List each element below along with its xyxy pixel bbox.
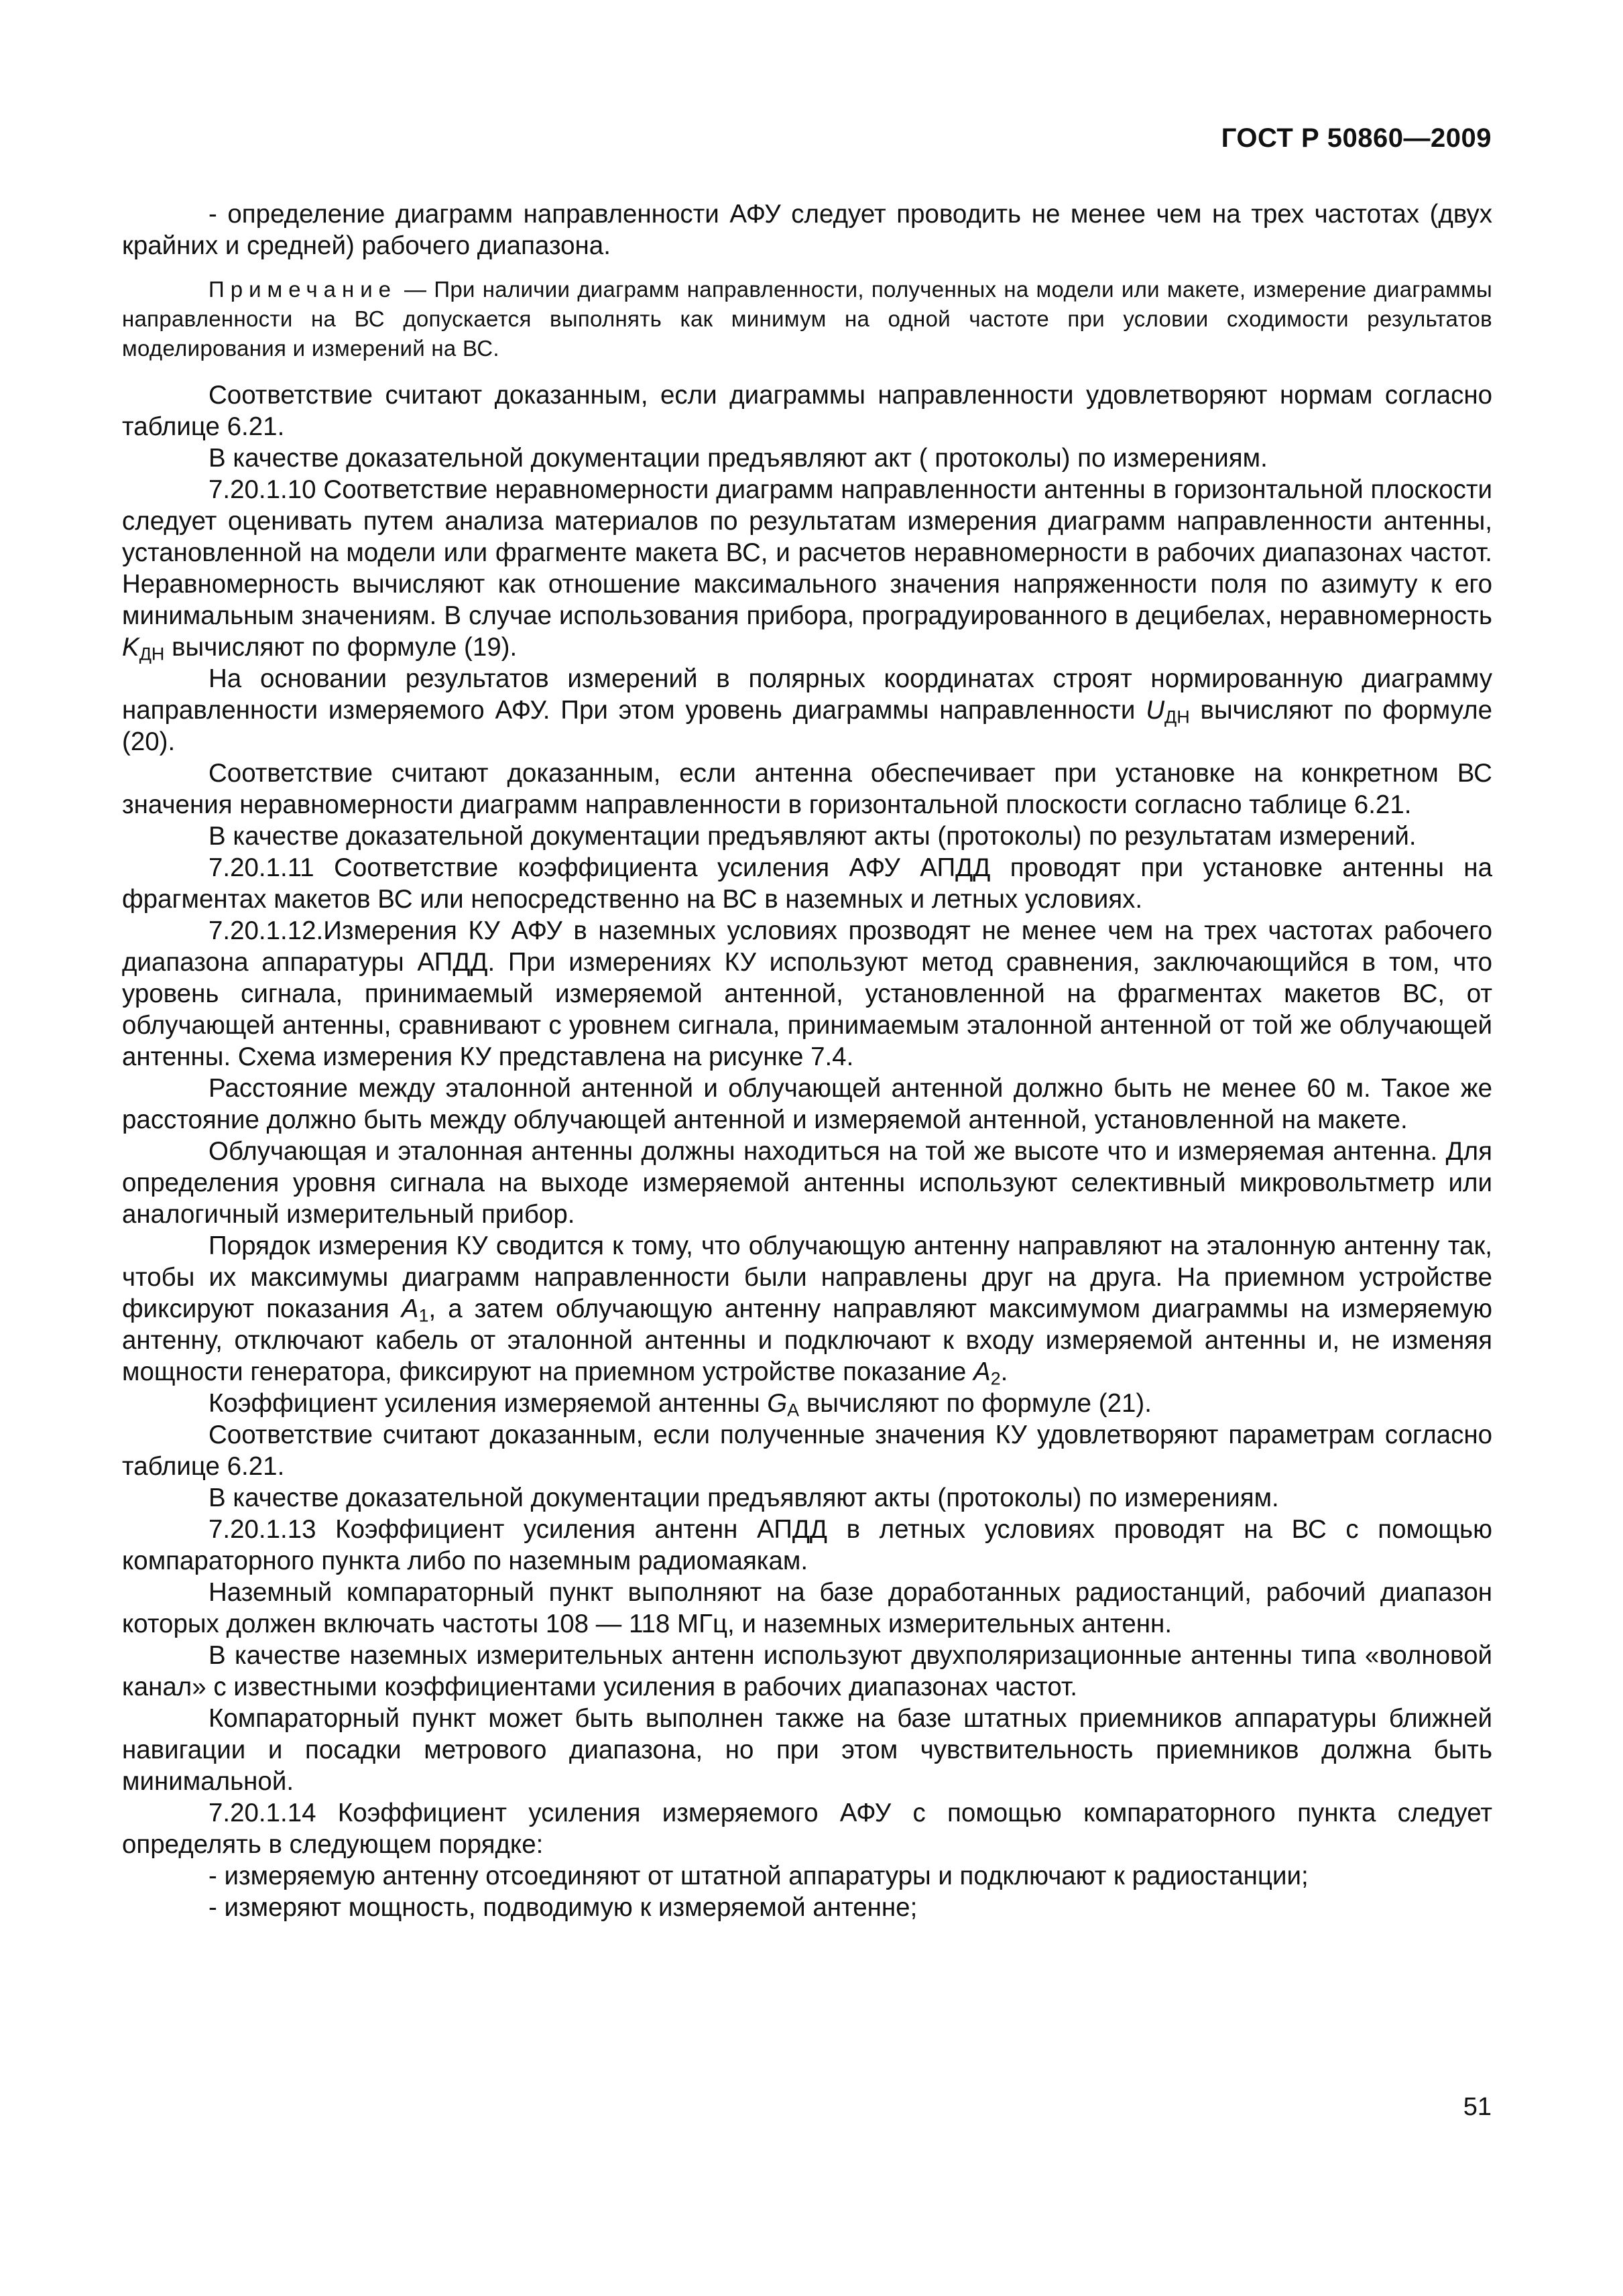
- page-number: 51: [1463, 2093, 1492, 2121]
- paragraph: Соответствие считают доказанным, если полученные значения КУ удовлетворяют параметрам согласно таблице 6.21.: [122, 1421, 1492, 1481]
- paragraph-text: вычисляют по формуле (20).: [122, 696, 1492, 756]
- symbol-u-sub: ДН: [1164, 707, 1190, 727]
- paragraph-text: вычисляют по формуле (21).: [806, 1389, 1152, 1418]
- paragraph: [122, 1230, 1492, 1388]
- paragraph: В качестве доказательной документации предъявляют акт ( протоколы) по измерениям.: [208, 444, 1268, 473]
- paragraph-text: На основании результатов измерений в полярных координатах строят нормированную диаграмму направленности измеряемого АФУ. При этом уровень диаграммы направленности: [122, 664, 1492, 725]
- symbol-a1-sub: 1: [418, 1305, 429, 1326]
- paragraph: [122, 663, 1492, 758]
- paragraph: Расстояние между эталонной антенной и облучающей антенной должно быть не менее 60 м. Такое же расстояние должно быть между облучающей антенной и измеряемой антенной, установленной на макете.: [122, 1074, 1492, 1134]
- paragraph: [122, 474, 1492, 663]
- symbol-g: G: [767, 1389, 788, 1418]
- symbol-u: U: [1146, 696, 1164, 725]
- document-body: [122, 198, 1492, 1923]
- paragraph-text: Порядок измерения КУ сводится к тому, что облучающую антенну направляют на эталонную антенну так, чтобы их максимумы диаграмм направленности были направлены друг на друга. На приемном устройстве фиксируют показания: [122, 1231, 1492, 1323]
- paragraph: Компараторный пункт может быть выполнен также на базе штатных приемников аппаратуры ближней навигации и посадки метрового диапазона, но при этом чувствительность приемников должна быть минимальной.: [122, 1704, 1492, 1796]
- paragraph: 7.20.1.14 Коэффициент усиления измеряемого АФУ с помощью компараторного пункта следует определять в следующем порядке:: [122, 1799, 1492, 1859]
- note-label: Примечание: [208, 277, 398, 302]
- symbol-k: K: [122, 633, 139, 662]
- document-code: ГОСТ Р 50860—2009: [1221, 123, 1492, 153]
- paragraph-text: вычисляют по формуле (19).: [172, 633, 518, 662]
- paragraph: 7.20.1.12.Измерения КУ АФУ в наземных условиях прозводят не менее чем на трех частотах рабочего диапазона аппаратуры АПДД. При измерениях КУ используют метод сравнения, заключающийся в том, что уровень сигнала, принимаемый измеряемой антенной, установленной на фрагментах макетов ВС, от облучающей антенны, сравнивают с уровнем сигнала, принимаемым эталонной антенной от той же облучающей антенны. Схема измерения КУ представлена на рисунке 7.4.: [122, 916, 1492, 1071]
- paragraph: В качестве доказательной документации предъявляют акты (протоколы) по результатам измерений.: [208, 822, 1417, 851]
- paragraph: 7.20.1.13 Коэффициент усиления антенн АПДД в летных условиях проводят на ВС с помощью компараторного пункта либо по наземным радиомаякам.: [122, 1515, 1492, 1575]
- paragraph-text: 7.20.1.10 Соответствие неравномерности диаграмм направленности антенны в горизонтальной плоскости следует оценивать путем анализа материалов по результатам измерения диаграмм направленности антенны, установленной на модели или фрагменте макета ВС, и расчетов неравномерности в рабочих диапазонах частот. Неравномерность вычисляют как отношение максимального значения напряженности поля по азимуту к его минимальным значениям. В случае использования прибора, проградуированного в децибелах, неравномерность: [122, 475, 1492, 630]
- period: .: [1000, 1357, 1008, 1386]
- paragraph: [122, 1388, 1492, 1419]
- paragraph: В качестве наземных измерительных антенн используют двухполяризационные антенны типа «волновой канал» с известными коэффициентами усиления в рабочих диапазонах частот.: [122, 1641, 1492, 1701]
- note-text: — При наличии диаграмм направленности, полученных на модели или макете, измерение диаграммы направленности на ВС допускается выполнять как минимум на одной частоте при условии сходимости результатов моделирования и измерений на ВС.: [122, 277, 1492, 361]
- symbol-a2-sub: 2: [990, 1368, 1001, 1389]
- paragraph: Облучающая и эталонная антенны должны находиться на той же высоте что и измеряемая антенна. Для определения уровня сигнала на выходе измеряемой антенны используют селективный микровольтметр или аналогичный измерительный прибор.: [122, 1137, 1492, 1229]
- paragraph-text: Коэффициент усиления измеряемой антенны: [208, 1389, 760, 1418]
- paragraph: Наземный компараторный пункт выполняют на базе доработанных радиостанций, рабочий диапазон которых должен включать частоты 108 — 118 МГц, и наземных измерительных антенн.: [122, 1578, 1492, 1638]
- paragraph: 7.20.1.11 Соответствие коэффициента усиления АФУ АПДД проводят при установке антенны на фрагментах макетов ВС или непосредственно на ВС в наземных и летных условиях.: [122, 853, 1492, 914]
- symbol-g-sub: А: [787, 1400, 800, 1421]
- paragraph: Соответствие считают доказанным, если диаграммы направленности удовлетворяют нормам согласно таблице 6.21.: [122, 381, 1492, 441]
- paragraph-text: , а затем облучающую антенну направляют максимумом диаграммы на измеряемую антенну, отключают кабель от эталонной антенны и подключают к входу измеряемой антенны и, не изменяя мощности генератора, фиксируют на приемном устройстве показание: [122, 1294, 1492, 1386]
- paragraph: В качестве доказательной документации предъявляют акты (протоколы) по измерениям.: [208, 1484, 1279, 1512]
- paragraph: - определение диаграмм направленности АФУ следует проводить не менее чем на трех частотах (двух крайних и средней) рабочего диапазона.: [122, 200, 1492, 260]
- paragraph: - измеряют мощность, подводимую к измеряемой антенне;: [208, 1893, 918, 1922]
- paragraph: Соответствие считают доказанным, если антенна обеспечивает при установке на конкретном ВС значения неравномерности диаграмм направленности в горизонтальной плоскости согласно таблице 6.21.: [122, 759, 1492, 819]
- symbol-a1: A: [401, 1294, 419, 1323]
- note: [122, 275, 1492, 363]
- symbol-k-sub: ДН: [139, 644, 165, 664]
- symbol-a2: A: [973, 1357, 991, 1386]
- paragraph: - измеряемую антенну отсоединяют от штатной аппаратуры и подключают к радиостанции;: [208, 1862, 1309, 1890]
